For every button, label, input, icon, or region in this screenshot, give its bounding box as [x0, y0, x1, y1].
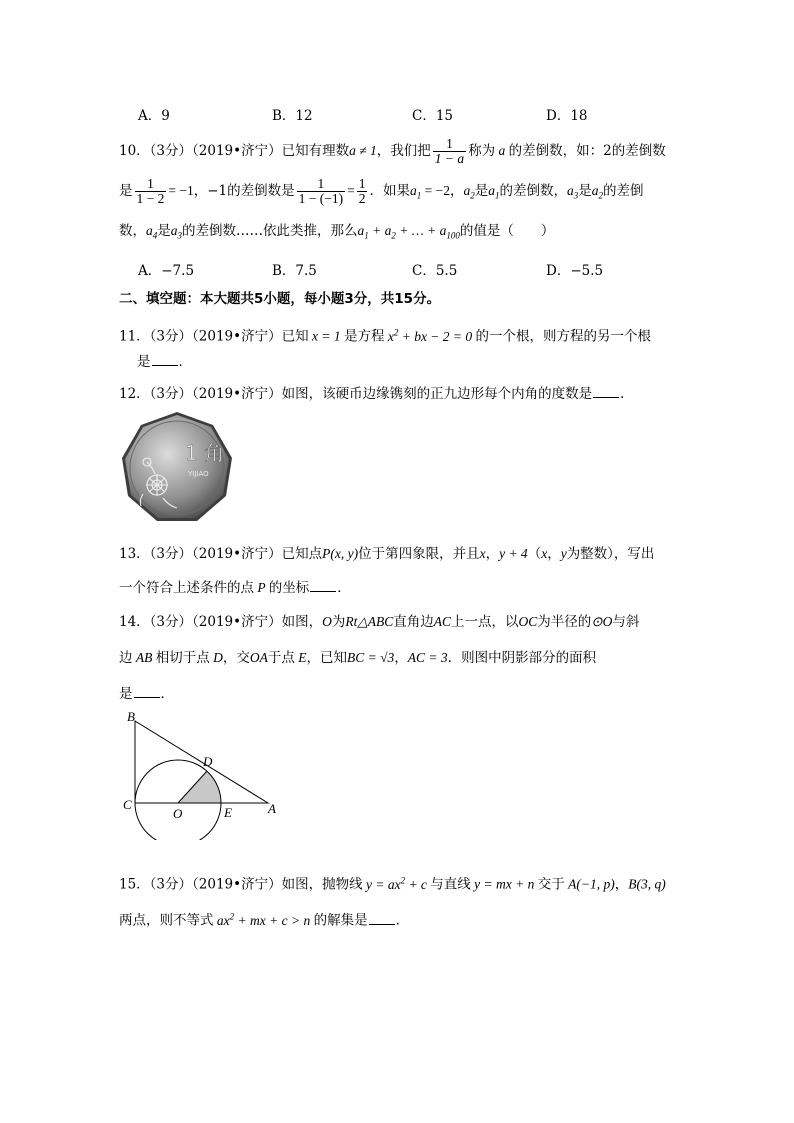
q11-line-1: 11．（3分）（2019•济宁）已知 x = 1 是方程 $x^2$ + bx − 2 = 0 的一个根，则方程的另一个根 — [119, 327, 652, 345]
q13-line-1: 13．（3分）（2019•济宁）已知点P(x, y)位于第四象限，并且x，y + 4（x，y为整数），写出 — [119, 546, 655, 562]
q9-option-a: A．9 — [138, 108, 170, 124]
q12-line: 12．（3分）（2019•济宁）如图，该硬币边缘镌刻的正九边形每个内角的度数是 ． — [119, 386, 634, 402]
q9-option-c: C．15 — [412, 108, 454, 124]
shaded-sector — [178, 771, 221, 803]
q14-line-1: 14．（3分）（2019•济宁）如图，O为Rt△ABC直角边AC上一点，以OC为半径的⊙O与斜 — [119, 614, 640, 630]
q10-option-d: D．−5.5 — [546, 263, 604, 279]
q10-line-1: 10．（3分）（2019•济宁）已知有理数a ≠ 1，我们把 $\frac{1}{1 - a}$ 称为 a 的差倒数，如：2的差倒数 — [119, 136, 666, 166]
svg-text:C: C — [123, 797, 132, 812]
svg-text:O: O — [173, 806, 183, 821]
coin-denomination: 1 角 — [185, 441, 225, 465]
answer-blank[interactable] — [134, 685, 160, 698]
q9-option-d: D．18 — [546, 108, 588, 124]
answer-blank[interactable] — [310, 579, 336, 592]
coin-image — [119, 410, 235, 526]
coin-pinyin: YIJIAO — [188, 470, 209, 478]
q10-cond: a ≠ 1 — [349, 143, 377, 158]
section-2-heading: 二、填空题：本大题共5小题，每小题3分，共15分。 — [119, 291, 441, 307]
answer-blank[interactable] — [369, 912, 395, 925]
svg-text:D: D — [203, 754, 213, 769]
q15-line-2: 两点，则不等式 $ax^2$ + mx + c > n 的解集是 ． — [119, 911, 410, 929]
q10-fraction: $\frac{1}{1 - a}$ — [434, 136, 465, 166]
q10-option-c: C．5.5 — [412, 263, 458, 279]
q14-line-3: 是 ． — [119, 686, 174, 702]
svg-text:E: E — [224, 805, 232, 820]
q13-line-2: 一个符合上述条件的点 P 的坐标 ． — [119, 580, 351, 596]
q10-option-b: B．7.5 — [272, 263, 317, 279]
answer-blank[interactable] — [152, 353, 178, 366]
q14-geometry-figure — [118, 710, 288, 840]
q15-line-1: 15．（3分）（2019•济宁）如图，抛物线 $y = ax^2 + c$ 与直线 y = mx + n 交于 A(−1, p)，B(3, q) — [119, 875, 666, 893]
svg-text:B: B — [127, 710, 135, 724]
answer-blank[interactable] — [593, 385, 619, 398]
q10-option-a: A．−7.5 — [138, 263, 195, 279]
svg-text:A: A — [268, 801, 276, 816]
q10-line-3: 数，$a_4$是$a_3$的差倒数……依此类推，那么$a_1 + a_2$ + … + $a_{100}$的值是（ ） — [119, 223, 555, 241]
q14-line-2: 边 AB 相切于点 D，交OA于点 E，已知BC = √3，AC = 3．则图中阴影部分的面积 — [119, 650, 597, 666]
q9-option-b: B．12 — [272, 108, 313, 124]
q11-line-2: 是 ． — [137, 354, 192, 370]
q10-line-2: 是 $\frac{1}{1 - 2}$ = −1，−1的差倒数是 $\frac{1}{1 - (-1)}$ = $\frac{1}{2}$ ．如果$a_1 = -2$，$a_2$是$a_1$的差倒数，$a_3$是$a_2$的差倒 — [119, 176, 644, 206]
